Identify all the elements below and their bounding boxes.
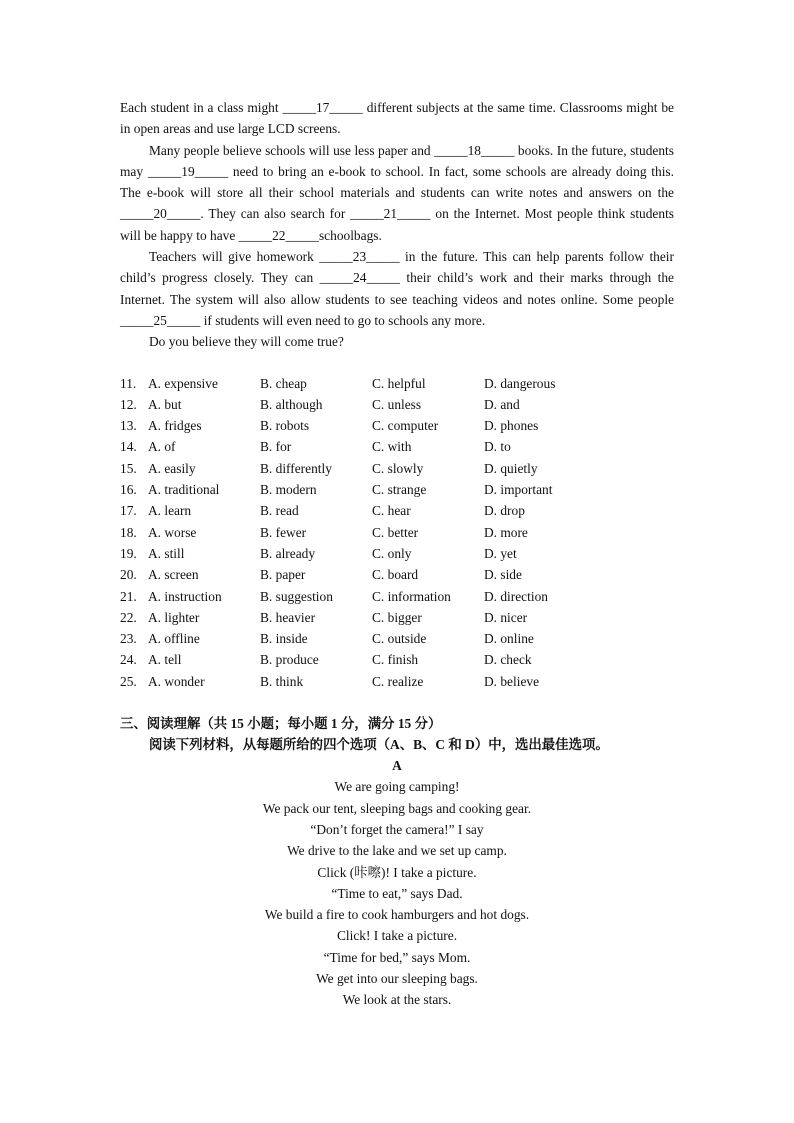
option-d: D. more — [484, 524, 528, 540]
section-instruction: 阅读下列材料，从每题所给的四个选项（A、B、C 和 D）中，选出最佳选项。 — [149, 737, 609, 753]
option-b: B. robots — [260, 418, 310, 434]
option-d: D. drop — [484, 503, 525, 519]
option-row — [120, 607, 674, 628]
option-d: D. to — [484, 439, 511, 455]
option-c: C. finish — [372, 652, 419, 668]
cloze-passage — [120, 97, 674, 353]
story-line: We drive to the lake and we set up camp. — [287, 843, 507, 859]
story-line: “Time for bed,” says Mom. — [323, 949, 471, 965]
option-a: A. easily — [148, 460, 196, 476]
option-a: A. expensive — [148, 375, 218, 391]
question-number: 23. — [120, 631, 137, 647]
option-c: C. with — [372, 439, 412, 455]
option-b: B. paper — [260, 567, 306, 583]
story-line: We get into our sleeping bags. — [316, 970, 478, 986]
option-d: D. nicer — [484, 609, 528, 625]
option-row — [120, 415, 674, 436]
option-row — [120, 522, 674, 543]
option-c: C. unless — [372, 396, 422, 412]
option-row — [120, 671, 674, 692]
question-number: 20. — [120, 567, 137, 583]
option-a: A. of — [148, 439, 176, 455]
story-line: We look at the stars. — [342, 992, 452, 1008]
option-b: B. think — [260, 673, 304, 689]
option-c: C. slowly — [372, 460, 424, 476]
story-line: Click! I take a picture. — [336, 928, 458, 944]
passage-paragraph: Many people believe schools will use less paper and _____18_____ books. In the future, students may _____19_____ need to bring an e-book to school. In fact, some schools are already doing this. The e-book will store all their school materials and students can write notes and answers on the _____20_____. They can also search for _____21_____ on the Internet. Most people think students will be happy to have _____22_____schoolbags. — [120, 142, 674, 243]
option-c: C. hear — [372, 503, 411, 519]
story-title: A — [392, 758, 402, 774]
option-d: D. dangerous — [484, 375, 556, 391]
question-number: 11. — [120, 375, 137, 391]
option-b: B. fewer — [260, 524, 307, 540]
option-a: A. lighter — [148, 609, 200, 625]
question-number: 19. — [120, 545, 137, 561]
question-number: 25. — [120, 673, 137, 689]
option-b: B. heavier — [260, 609, 316, 625]
options-list — [120, 373, 674, 692]
option-b: B. already — [260, 545, 316, 561]
option-c: C. realize — [372, 673, 424, 689]
option-c: C. bigger — [372, 609, 422, 625]
option-a: A. worse — [148, 524, 197, 540]
option-d: D. side — [484, 567, 522, 583]
option-row — [120, 649, 674, 670]
option-b: B. differently — [260, 460, 332, 476]
question-number: 15. — [120, 460, 137, 476]
option-c: C. computer — [372, 418, 439, 434]
section-heading: 三、阅读理解（共 15 小题；每小题 1 分，满分 15 分） — [120, 716, 442, 732]
question-number: 18. — [120, 524, 137, 540]
option-d: D. and — [484, 396, 520, 412]
option-a: A. learn — [148, 503, 192, 519]
option-c: C. only — [372, 545, 412, 561]
question-number: 22. — [120, 609, 137, 625]
option-d: D. check — [484, 652, 532, 668]
question-number: 12. — [120, 396, 137, 412]
option-c: C. information — [372, 588, 451, 604]
option-b: B. for — [260, 439, 292, 455]
option-row — [120, 564, 674, 585]
option-c: C. helpful — [372, 375, 426, 391]
option-row — [120, 586, 674, 607]
story-line: We are going camping! — [334, 779, 460, 795]
option-b: B. inside — [260, 631, 308, 647]
option-d: D. online — [484, 631, 534, 647]
passage-paragraph: Do you believe they will come true? — [149, 334, 344, 350]
option-b: B. suggestion — [260, 588, 333, 604]
option-b: B. although — [260, 396, 323, 412]
option-c: C. strange — [372, 482, 427, 498]
option-d: D. believe — [484, 673, 540, 689]
option-d: D. phones — [484, 418, 539, 434]
option-d: D. yet — [484, 545, 517, 561]
question-number: 16. — [120, 482, 137, 498]
option-row — [120, 394, 674, 415]
story-line: “Time to eat,” says Dad. — [331, 885, 463, 901]
option-row — [120, 543, 674, 564]
option-a: A. but — [148, 396, 182, 412]
story-line: We build a fire to cook hamburgers and hot dogs. — [264, 907, 530, 923]
option-row — [120, 373, 674, 394]
option-d: D. quietly — [484, 460, 538, 476]
option-c: C. outside — [372, 631, 427, 647]
story-line: Click (咔嚓)! I take a picture. — [317, 864, 477, 880]
option-b: B. read — [260, 503, 299, 519]
option-row — [120, 458, 674, 479]
question-number: 24. — [120, 652, 137, 668]
option-a: A. instruction — [148, 588, 222, 604]
option-row — [120, 500, 674, 521]
question-number: 21. — [120, 588, 137, 604]
option-a: A. screen — [148, 567, 199, 583]
option-d: D. important — [484, 482, 553, 498]
story-line: We pack our tent, sleeping bags and cooking gear. — [262, 800, 532, 816]
exam-page — [120, 97, 674, 1011]
option-c: C. board — [372, 567, 419, 583]
option-a: A. traditional — [148, 482, 220, 498]
option-b: B. cheap — [260, 375, 307, 391]
option-row — [120, 628, 674, 649]
passage-paragraph: Teachers will give homework _____23_____ in the future. This can help parents follow their child’s progress closely. They can _____24_____ their child’s work and their marks through the Internet. The system will also allow students to see teaching videos and notes online. Some people _____25_____ if students will even need to go to schools any more. — [120, 249, 674, 328]
option-a: A. tell — [148, 652, 182, 668]
option-a: A. still — [148, 545, 185, 561]
story-line: “Don’t forget the camera!” I say — [310, 821, 484, 837]
option-a: A. wonder — [148, 673, 205, 689]
question-number: 14. — [120, 439, 137, 455]
option-a: A. offline — [148, 631, 200, 647]
option-b: B. modern — [260, 482, 317, 498]
question-number: 17. — [120, 503, 137, 519]
option-b: B. produce — [260, 652, 319, 668]
option-c: C. better — [372, 524, 419, 540]
question-number: 13. — [120, 418, 137, 434]
option-d: D. direction — [484, 588, 548, 604]
option-row — [120, 436, 674, 457]
option-a: A. fridges — [148, 418, 202, 434]
story-a — [120, 755, 674, 1011]
reading-section — [120, 713, 674, 755]
option-row — [120, 479, 674, 500]
passage-paragraph: Each student in a class might _____17_____ different subjects at the same time. Classrooms might be in open areas and use large LCD screens. — [120, 100, 674, 137]
